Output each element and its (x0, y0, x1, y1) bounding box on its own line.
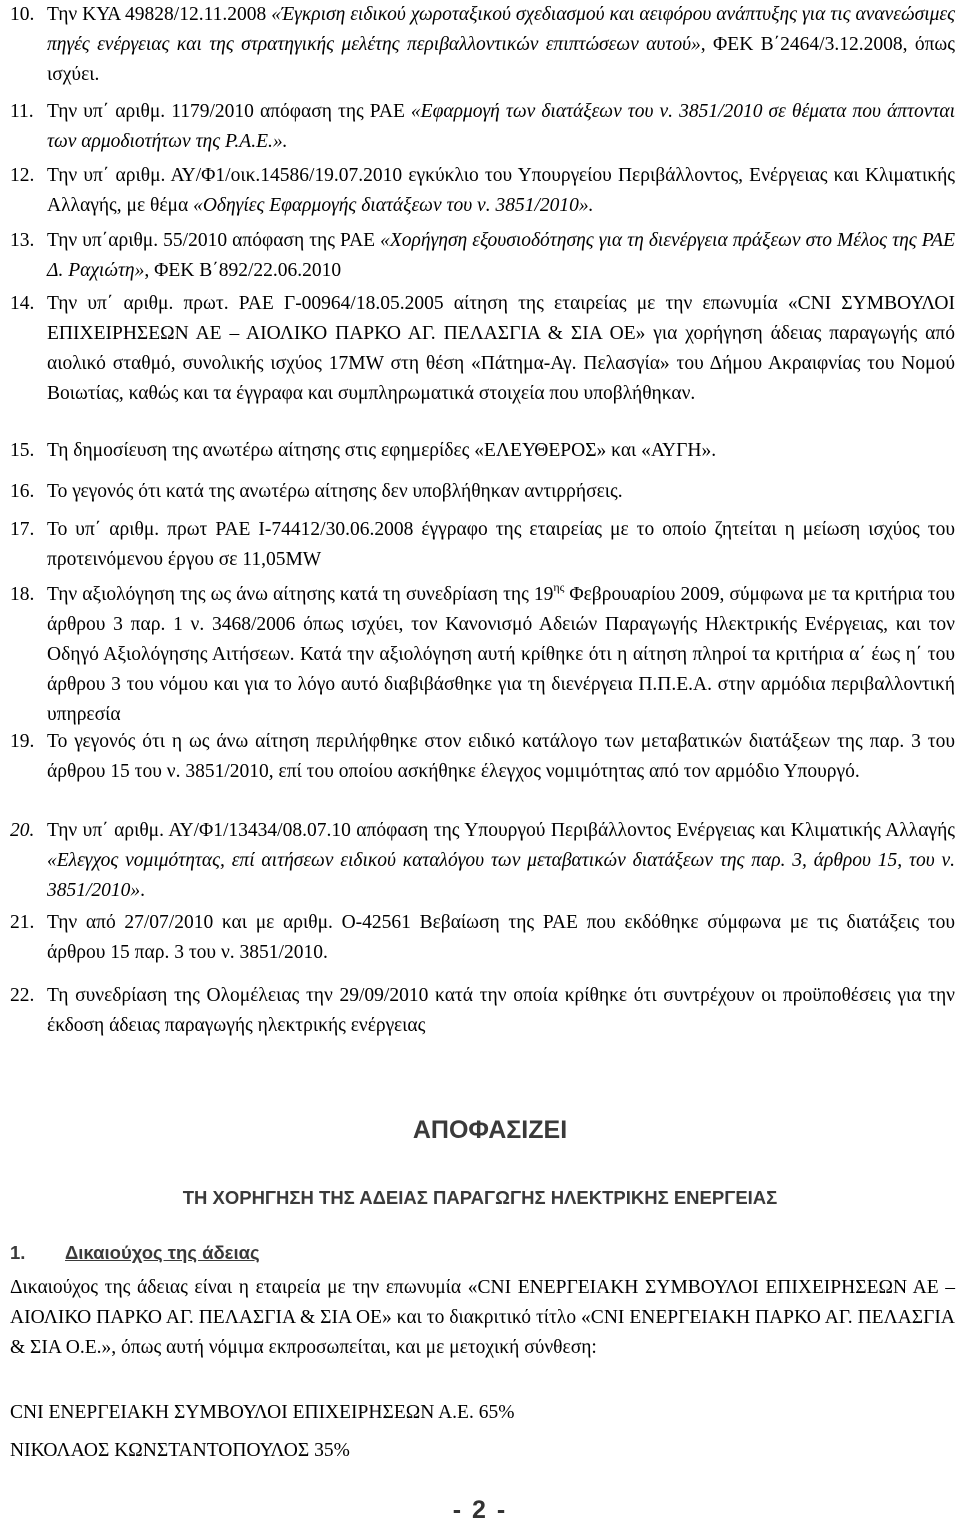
item-number: 16. (10, 481, 35, 502)
item-text: Την από 27/07/2010 και με αριθμ. Ο-42561 Βεβαίωση της ΡΑΕ που εκδόθηκε σύμφωνα με τις διατάξεις του άρθρου 15 παρ. 3 του ν. 3851/2010. (47, 912, 955, 963)
list-item (10, 727, 955, 787)
list-item (10, 816, 955, 906)
list-item (10, 97, 955, 157)
shareholder-line: ΝΙΚΟΛΑΟΣ ΚΩΝΣΤΑΝΤΟΠΟΥΛΟΣ 35% (10, 1440, 350, 1461)
item-number: 10. (10, 4, 35, 25)
list-item (10, 515, 955, 575)
list-item (10, 226, 955, 286)
item-number: 20. (10, 820, 35, 841)
item-text: Την ΚΥΑ 49828/12.11.2008 «Έγκριση ειδικού χωροταξικού σχεδιασμού και αειφόρου ανάπτυξης για τις ανανεώσιμες πηγές ενέργειας και της στρατηγικής μελέτης περιβαλλοντικών επιπτώσεων αυτού», ΦΕΚ Β΄2464/3.12.2008, όπως ισχύει. (47, 4, 955, 85)
section-paragraph: Δικαιούχος της άδειας είναι η εταιρεία με την επωνυμία «CNI ΕΝΕΡΓΕΙΑΚΗ ΣΥΜΒΟΥΛΟΙ ΕΠΙΧΕΙΡΗΣΕΩΝ ΑΕ – ΑΙΟΛΙΚΟ ΠΑΡΚΟ ΑΓ. ΠΕΛΑΣΓΙΑ & ΣΙΑ ΟΕ» και το διακριτικό τίτλο «CNI ΕΝΕΡΓΕΙΑΚΗ ΠΑΡΚΟ ΑΓ. ΠΕΛΑΣΓΙΑ & ΣΙΑ Ο.Ε.», όπως αυτή νόμιμα εκπροσωπείται, και με μετοχική σύνθεση: (10, 1277, 955, 1358)
item-number: 13. (10, 230, 35, 251)
list-item (10, 0, 955, 90)
item-number: 21. (10, 912, 35, 933)
item-number: 19. (10, 731, 35, 752)
page-number: - 2 - (452, 1496, 508, 1524)
list-item (10, 289, 955, 409)
item-text: Την υπ΄ αριθμ. 1179/2010 απόφαση της ΡΑΕ «Εφαρμογή των διατάξεων του ν. 3851/2010 σε θέματα που άπτονται των αρμοδιοτήτων της Ρ.Α.Ε.». (47, 101, 955, 152)
item-text: Την αξιολόγηση της ως άνω αίτησης κατά τη συνεδρίαση της $19^{\eta\varsigma}$ Φεβρουαρίου 2009, σύμφωνα με τα κριτήρια του άρθρου 3 παρ. 1 ν. 3468/2006 όπως ισχύει, τον Κανονισμό Αδειών Παραγωγής Ηλεκτρικής Ενέργειας, και τον Οδηγό Αξιολόγησης Αιτήσεων. Κατά την αξιολόγηση αυτή κρίθηκε ότι η αίτηση πληροί τα κριτήρια α΄ έως η΄ του άρθρου 3 του νόμου και για το λόγο αυτό διαβιβάσθηκε για τη διενέργεια Π.Π.Ε.Α. στην αρμόδια περιβαλλοντική υπηρεσία (47, 580, 956, 725)
section-heading (10, 1238, 260, 1268)
item-text: Την υπ΄ αριθμ. πρωτ. ΡΑΕ Γ-00964/18.05.2005 αίτηση της εταιρείας με την επωνυμία «CNI ΣΥΜΒΟΥΛΟΙ ΕΠΙΧΕΙΡΗΣΕΩΝ ΑΕ – ΑΙΟΛΙΚΟ ΠΑΡΚΟ ΑΓ. ΠΕΛΑΣΓΙΑ & ΣΙΑ ΟΕ» για χορήγηση άδειας παραγωγής από αιολικό σταθμό, συνολικής ισχύος 17MW στη θέση «Πάτημα-Αγ. Πελασγία» του Δήμου Ακραιφνίας του Νομού Βοιωτίας, καθώς και τα έγγραφα και συμπληρωματικά στοιχεία που υποβλήθηκαν. (47, 293, 955, 404)
list-item (10, 161, 955, 221)
item-number: 15. (10, 440, 35, 461)
item-text: Την υπ΄αριθμ. 55/2010 απόφαση της ΡΑΕ «Χορήγηση εξουσιοδότησης για τη διενέργεια πράξεων στο Μέλος της ΡΑΕ Δ. Ραχιώτη», ΦΕΚ Β΄892/22.06.2010 (47, 230, 955, 281)
list-item (10, 908, 955, 968)
section-title: Δικαιούχος της άδειας (65, 1242, 260, 1263)
shareholder-line: CNI ΕΝΕΡΓΕΙΑΚΗ ΣΥΜΒΟΥΛΟΙ ΕΠΙΧΕΙΡΗΣΕΩΝ Α.Ε. 65% (10, 1402, 515, 1423)
item-number: 12. (10, 165, 35, 186)
item-text: Την υπ΄ αριθμ. ΑΥ/Φ1/οικ.14586/19.07.2010 εγκύκλιο του Υπουργείου Περιβάλλοντος, Ενέργειας και Κλιματικής Αλλαγής, με θέμα «Οδηγίες Εφαρμογής διατάξεων του ν. 3851/2010». (47, 165, 955, 216)
decision-subheading: ΤΗ ΧΟΡΗΓΗΣΗ ΤΗΣ ΑΔΕΙΑΣ ΠΑΡΑΓΩΓΗΣ ΗΛΕΚΤΡΙΚΗΣ ΕΝΕΡΓΕΙΑΣ (182, 1187, 778, 1208)
item-text: Το γεγονός ότι η ως άνω αίτηση περιλήφθηκε στον ειδικό κατάλογο των μεταβατικών διατάξεων της παρ. 3 του άρθρου 15 του ν. 3851/2010, επί του οποίου ασκήθηκε έλεγχος νομιμότητας από τον αρμόδιο Υπουργό. (47, 731, 955, 782)
list-item (10, 436, 955, 466)
item-number: 22. (10, 985, 35, 1006)
list-item (10, 981, 955, 1041)
item-text: Τη δημοσίευση της ανωτέρω αίτησης στις εφημερίδες «ΕΛΕΥΘΕΡΟΣ» και «ΑΥΓΗ». (47, 440, 717, 461)
item-text: Τη συνεδρίαση της Ολομέλειας την 29/09/2010 κατά την οποία κρίθηκε ότι συντρέχουν οι προϋποθέσεις για την έκδοση άδειας παραγωγής ηλεκτρικής ενέργειας (47, 985, 955, 1036)
list-item (10, 580, 955, 730)
section-number: 1. (10, 1242, 26, 1263)
item-number: 14. (10, 293, 35, 314)
item-text: Το υπ΄ αριθμ. πρωτ ΡΑΕ Ι-74412/30.06.2008 έγγραφο της εταιρείας με το οποίο ζητείται η μείωση ισχύος του προτεινόμενου έργου σε 11,05MW (47, 519, 955, 570)
item-number: 18. (10, 584, 35, 605)
item-number: 11. (10, 101, 34, 122)
item-text: Το γεγονός ότι κατά της ανωτέρω αίτησης δεν υποβλήθηκαν αντιρρήσεις. (47, 481, 623, 502)
item-text: Την υπ΄ αριθμ. ΑΥ/Φ1/13434/08.07.10 απόφαση της Υπουργού Περιβάλλοντος Ενέργειας και Κλιματικής Αλλαγής «Ελεγχος νομιμότητας, επί αιτήσεων ειδικού καταλόγου των μεταβατικών διατάξεων της παρ. 3, άρθρου 15, του ν. 3851/2010». (47, 820, 955, 901)
list-item (10, 477, 955, 507)
decision-heading: ΑΠΟΦΑΣΙΖΕΙ (412, 1116, 568, 1144)
item-number: 17. (10, 519, 35, 540)
